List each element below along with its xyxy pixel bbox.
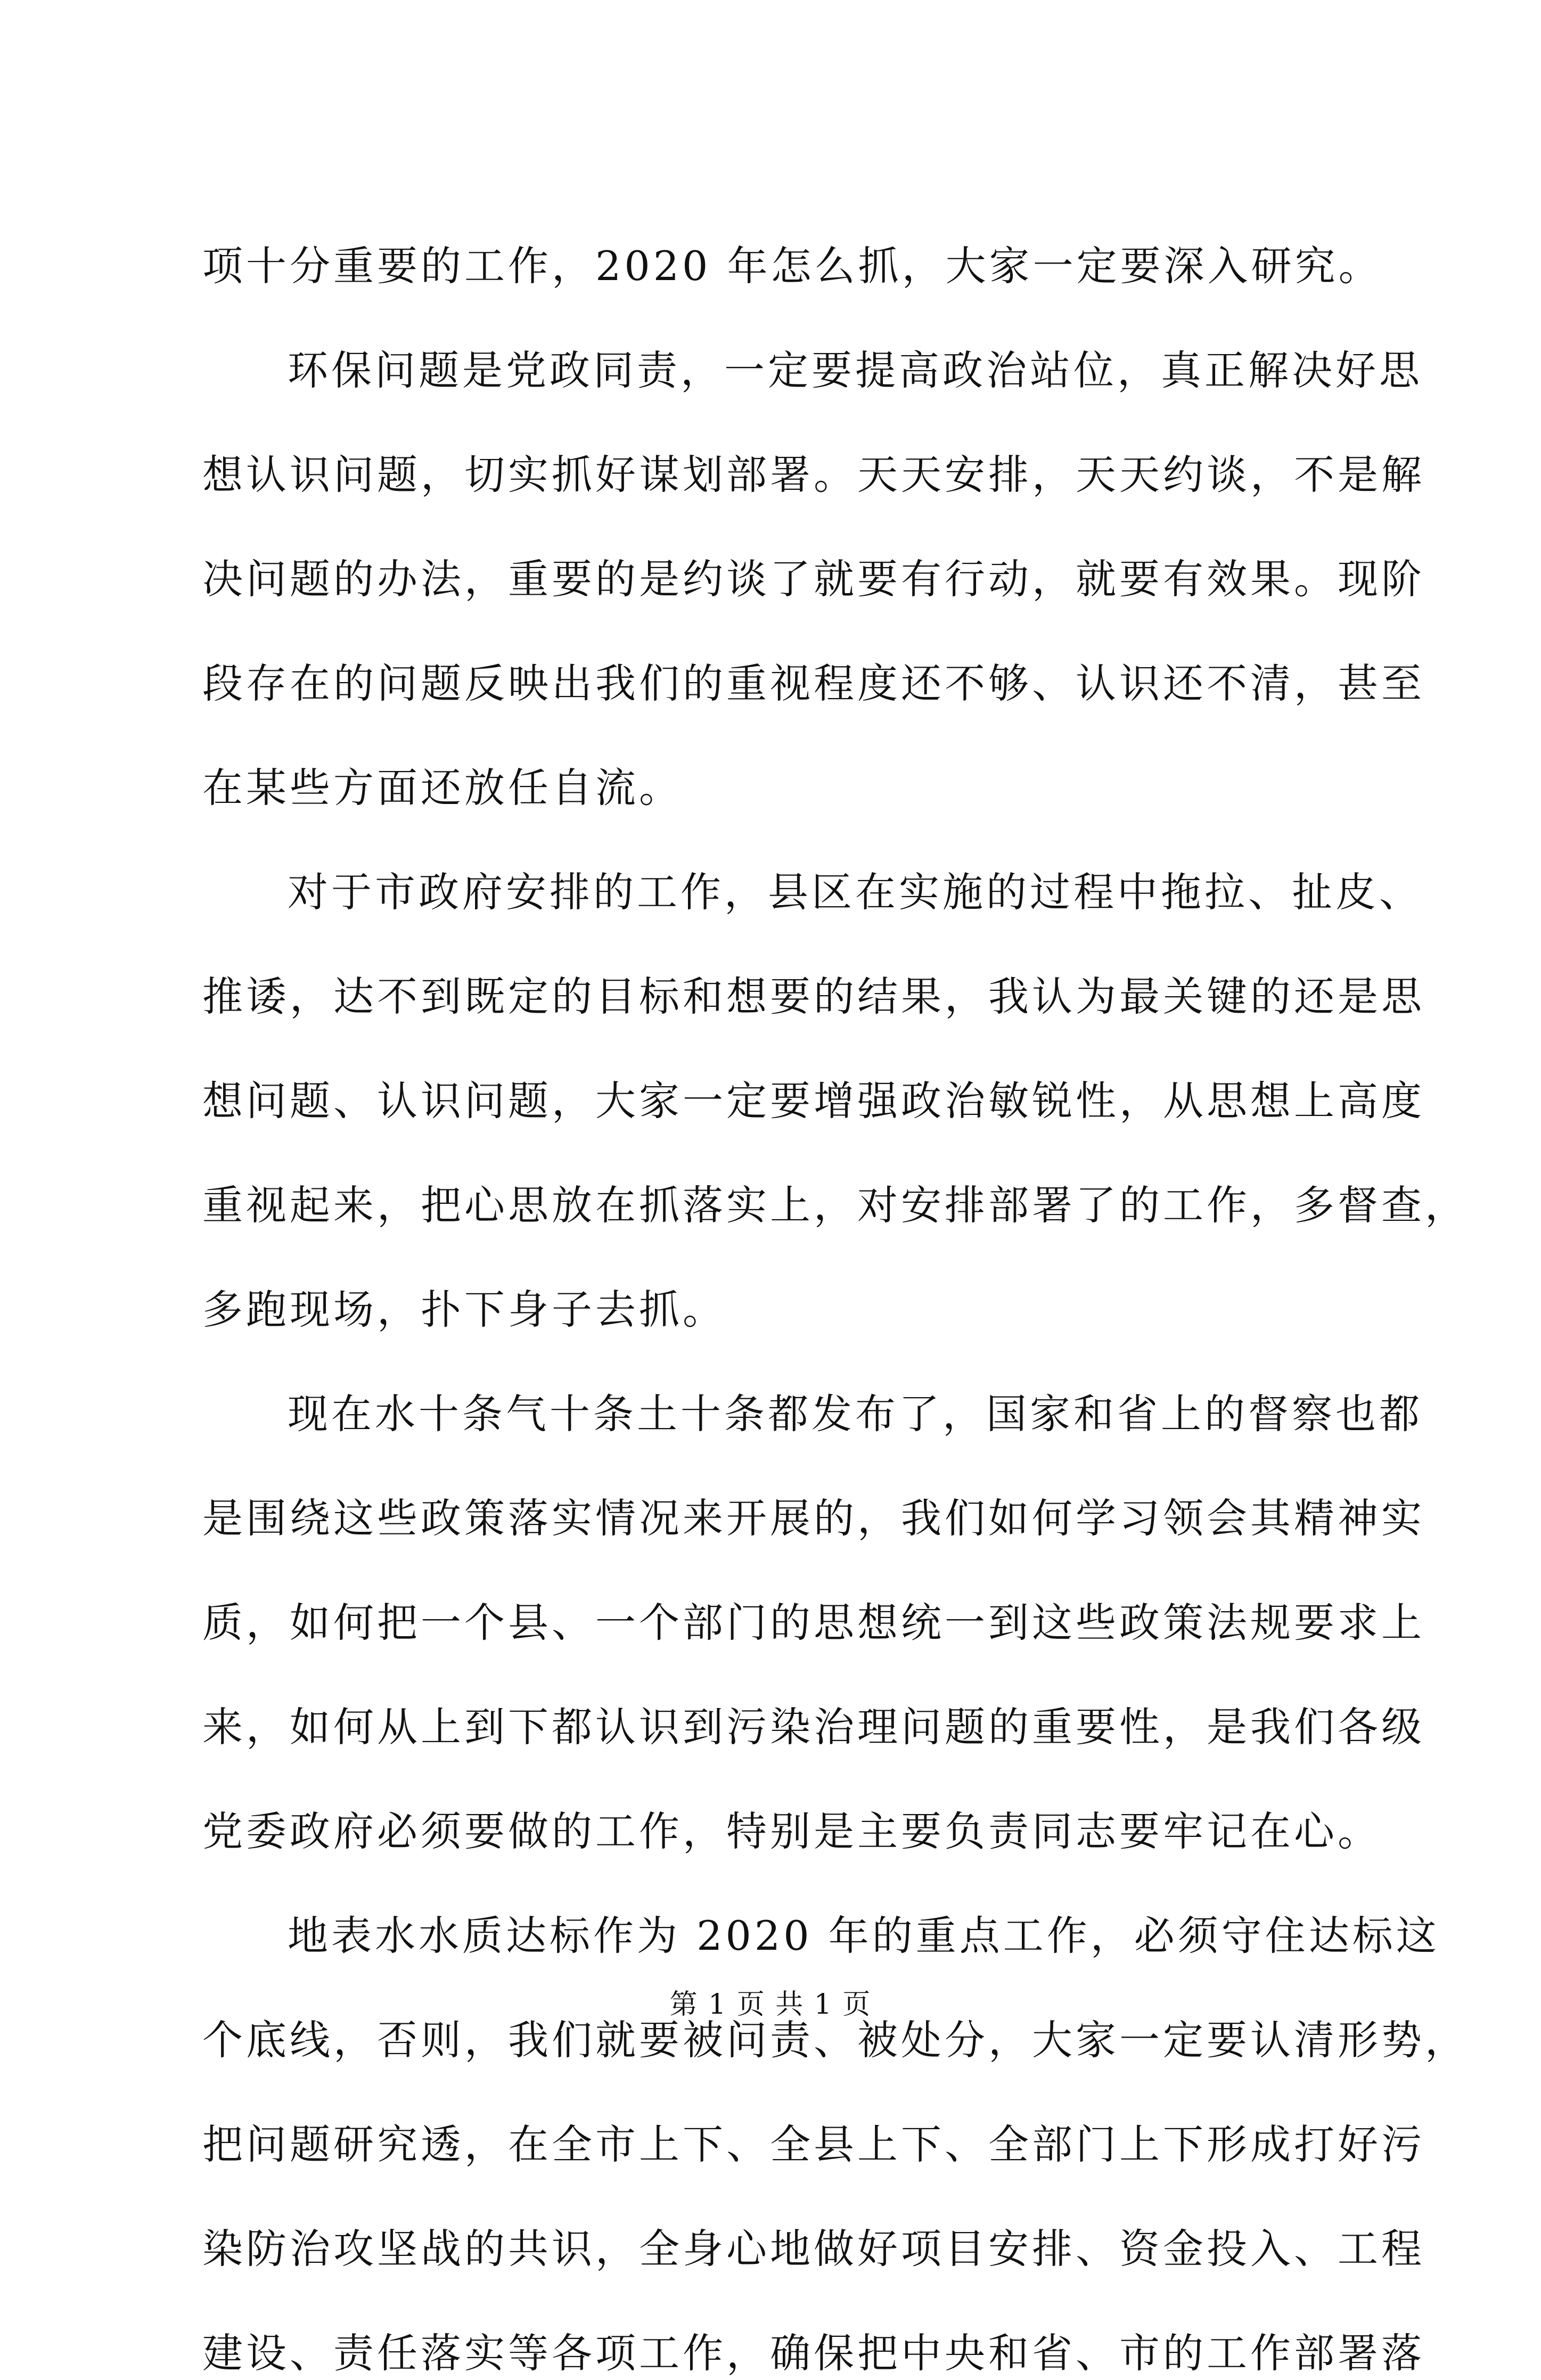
text-line: 想问题、认识问题，大家一定要增强政治敏锐性，从思想上高度	[202, 1077, 1425, 1125]
text-line: 推诿，达不到既定的目标和想要的结果，我认为最关键的还是思	[202, 973, 1425, 1020]
text-line: 对于市政府安排的工作，县区在实施的过程中拖拉、扯皮、	[288, 868, 1423, 916]
page-number-footer: 第 1 页 共 1 页	[669, 1989, 872, 2021]
text-line: 想认识问题，切实抓好谋划部署。天天安排，天天约谈，不是解	[202, 451, 1425, 498]
text-line: 个底线，否则，我们就要被问责、被处分，大家一定要认清形势，	[202, 2016, 1469, 2064]
text-line: 段存在的问题反映出我们的重视程度还不够、认识还不清，甚至	[202, 660, 1425, 707]
text-line: 环保问题是党政同责，一定要提高政治站位，真正解决好思	[288, 347, 1423, 394]
text-line: 是围绕这些政策落实情况来开展的，我们如何学习领会其精神实	[202, 1495, 1425, 1542]
text-line: 把问题研究透，在全市上下、全县上下、全部门上下形成打好污	[202, 2121, 1425, 2168]
text-line: 质，如何把一个县、一个部门的思想统一到这些政策法规要求上	[202, 1599, 1425, 1646]
text-line: 建设、责任落实等各项工作，确保把中央和省、市的工作部署落	[202, 2329, 1425, 2377]
text-line: 在某些方面还放任自流。	[202, 764, 683, 811]
text-line: 党委政府必须要做的工作，特别是主要负责同志要牢记在心。	[202, 1808, 1381, 1855]
text-line: 来，如何从上到下都认识到污染治理问题的重要性，是我们各级	[202, 1703, 1425, 1751]
text-line: 染防治攻坚战的共识，全身心地做好项目安排、资金投入、工程	[202, 2225, 1425, 2272]
text-line: 现在水十条气十条土十条都发布了，国家和省上的督察也都	[288, 1390, 1423, 1438]
text-line: 项十分重要的工作，2020 年怎么抓，大家一定要深入研究。	[202, 242, 1382, 290]
text-line: 地表水水质达标作为 2020 年的重点工作，必须守住达标这	[288, 1912, 1440, 1959]
text-line: 决问题的办法，重要的是约谈了就要有行动，就要有效果。现阶	[202, 555, 1425, 603]
text-line: 重视起来，把心思放在抓落实上，对安排部署了的工作，多督查，	[202, 1181, 1469, 1229]
text-line: 多跑现场，扑下身子去抓。	[202, 1286, 726, 1333]
